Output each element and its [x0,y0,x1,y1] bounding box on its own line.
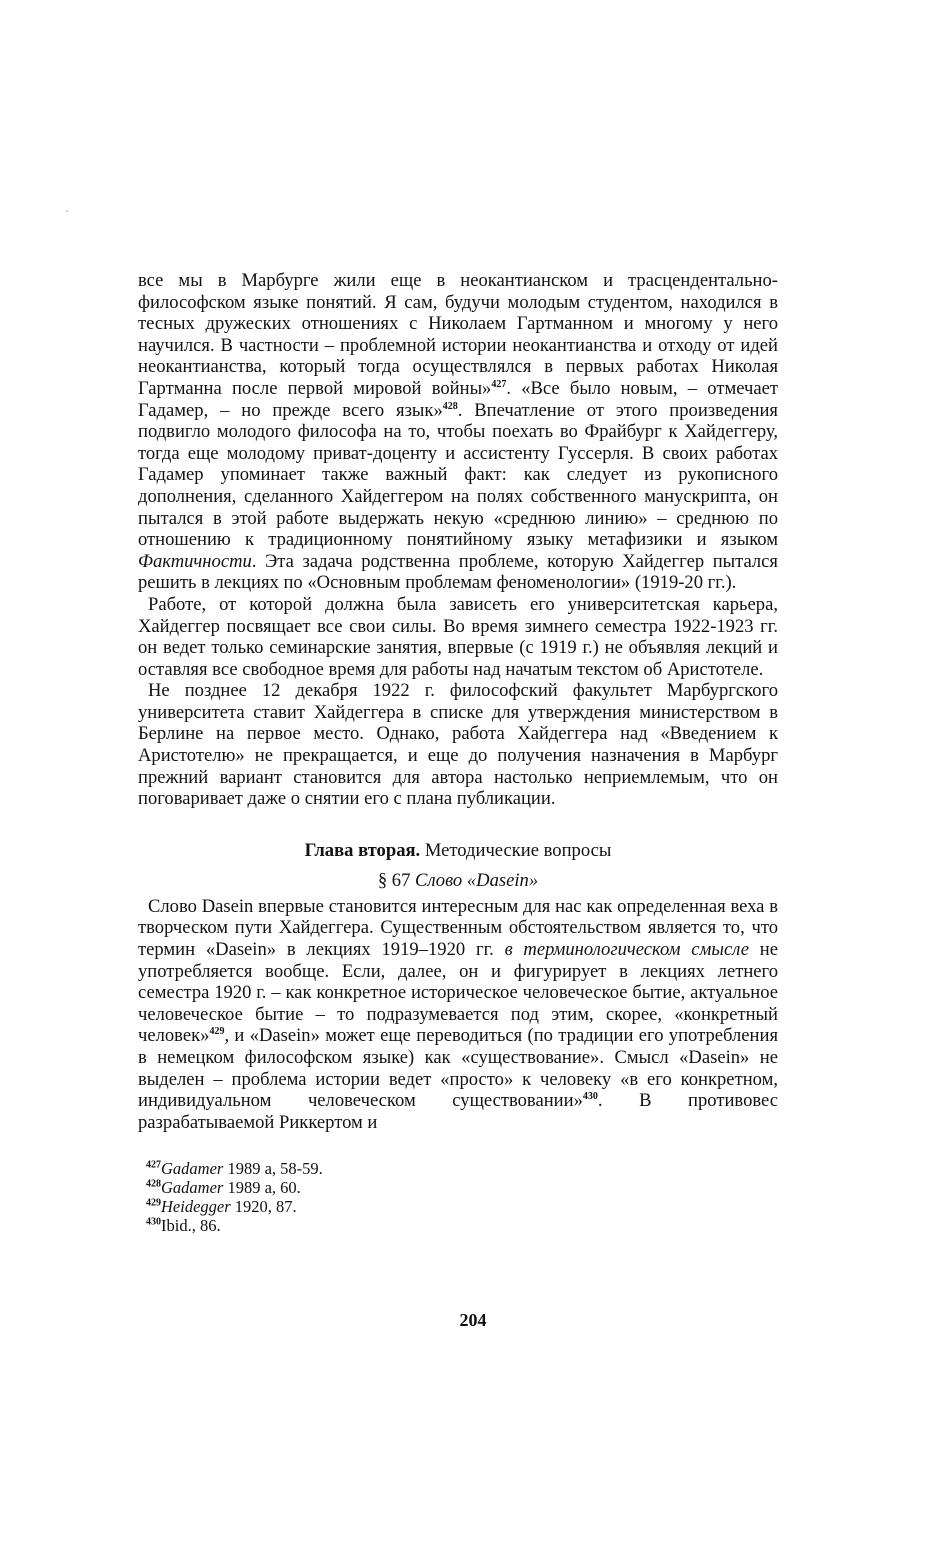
footnote-ref-429[interactable]: 429 [209,1026,225,1038]
chapter-heading [138,840,778,862]
page-number: 204 [459,1310,487,1330]
paragraph-2: Работе, от которой должна была зависеть его университетская карьера, Хайдеггер посвящает все свои силы. Во время зимнего семестра 1922-1923 гг. он ведет только семинарские занятия, впервые (с 1919 г.) не объявляя лекций и оставляя все свободное время для работы над начатым текстом об Аристотеле. [138,593,778,680]
footnote-number: 428 [146,1178,161,1190]
paragraph-1-text-b: . «Все было новым, – отмечает Гадамер, – но прежде всего язык» [138,377,778,421]
scan-speck [66,210,68,212]
section-heading [138,870,778,892]
footnote-author: Gadamer [161,1178,224,1198]
paragraph-1-text-d: . Эта задача родственна проблеме, которую Хайдеггер пытался решить в лекциях по «Основным проблемам феноменологии» (1919-20 гг.). [138,550,778,594]
chapter-heading-bold: Глава вторая. [304,839,421,861]
chapter-heading-title: Методические вопросы [420,839,612,861]
footnote-author: Gadamer [161,1159,224,1179]
footnote-427 [146,1159,778,1178]
footnote-430 [146,1216,778,1235]
footnote-citation: 1920, 87. [230,1197,297,1217]
footnote-citation: 1989 a, 60. [223,1178,301,1198]
footnote-ref-430[interactable]: 430 [582,1091,598,1102]
paragraph-4 [138,896,778,1134]
paragraph-4-text-d: . В противовес разрабатываемой Риккертом и [138,1090,779,1133]
footnote-ref-428[interactable]: 428 [442,400,458,412]
paragraph-3: Не позднее 12 декабря 1922 г. философский факультет Марбургского университета ставит Хайдеггера в списке для утверждения министерством в Берлине на первое место. Однако, работа Хайдеггера над «Введением к Аристотелю» не прекращается, и еще до получения назначения в Марбург прежний вариант становится для автора настолько неприемлемым, что он поговаривает даже о снятии его с плана публикации. [138,680,778,810]
paragraph-1 [138,270,778,594]
paragraph-1-text-c: . Впечатление от этого произведения подвигло молодого философа на то, чтобы поехать во Фрайбург к Хайдеггеру, тогда еще молодому приват-доценту и ассистенту Гуссерля. В своих работах Гадамер упоминает также важный факт: как следует из рукописного дополнения, сделанного Хайдеггером на полях собственного манускрипта, он пытался в этой работе выдержать некую «среднюю линию» – среднюю по отношению к традиционному понятийному языку метафизики и языком [138,399,778,551]
paragraph-4-italic: в терминологическом смысле [504,939,750,961]
footnote-citation: Ibid., 86. [161,1216,221,1236]
paragraph-1-text-a: все мы в Марбурге жили еще в неокантианском и трасцендентально-философском языке понятий. Я сам, будучи молодым студентом, находился в тесных дружеских отношениях с Николаем Гартманном и многому у него научился. В частности – проблемной истории неокантианства и отходу от идей неокантианства, который тогда осуществлялся в первых работах Николая Гартманна после первой мировой войны» [138,270,778,399]
paragraph-1-italic: Фактичности [138,550,252,572]
footnote-428 [146,1178,778,1197]
footnote-author: Heidegger [161,1197,231,1217]
footnote-number: 427 [146,1159,161,1171]
footnote-number: 429 [146,1197,161,1209]
paragraph-4-text-b: не употребляется вообще. Если, далее, он и фигурирует в лекциях летнего семестра 1920 г. – как конкретное историческое человеческое бытие, актуальное человеческое бытие – то подразумевается под этим, скорее, «конкретный человек» [138,939,779,1047]
footnote-citation: 1989 a, 58-59. [223,1159,323,1179]
page-body [138,270,778,1235]
footnote-ref-427[interactable]: 427 [491,378,507,390]
footnotes [138,1159,778,1235]
footnote-number: 430 [146,1216,161,1228]
paragraph-4-text-c: , и «Dasein» может еще переводиться (по традиции его употребления в немецком философском языке) как «существование». Смысл «Dasein» не выделен – проблема истории ведет «просто» к человеку «в его конкретном, индивидуальном человеческом существовании» [138,1025,778,1112]
section-title: Слово «Dasein» [415,869,539,891]
section-number: § 67 [377,869,416,891]
footnote-429 [146,1197,778,1216]
paragraph-4-text-a: Слово Dasein впервые становится интересным для нас как определенная веха в творческом пути Хайдеггера. Существенным обстоятельством является то, что термин «Dasein» в лекциях 1919–1920 гг. [138,895,778,961]
